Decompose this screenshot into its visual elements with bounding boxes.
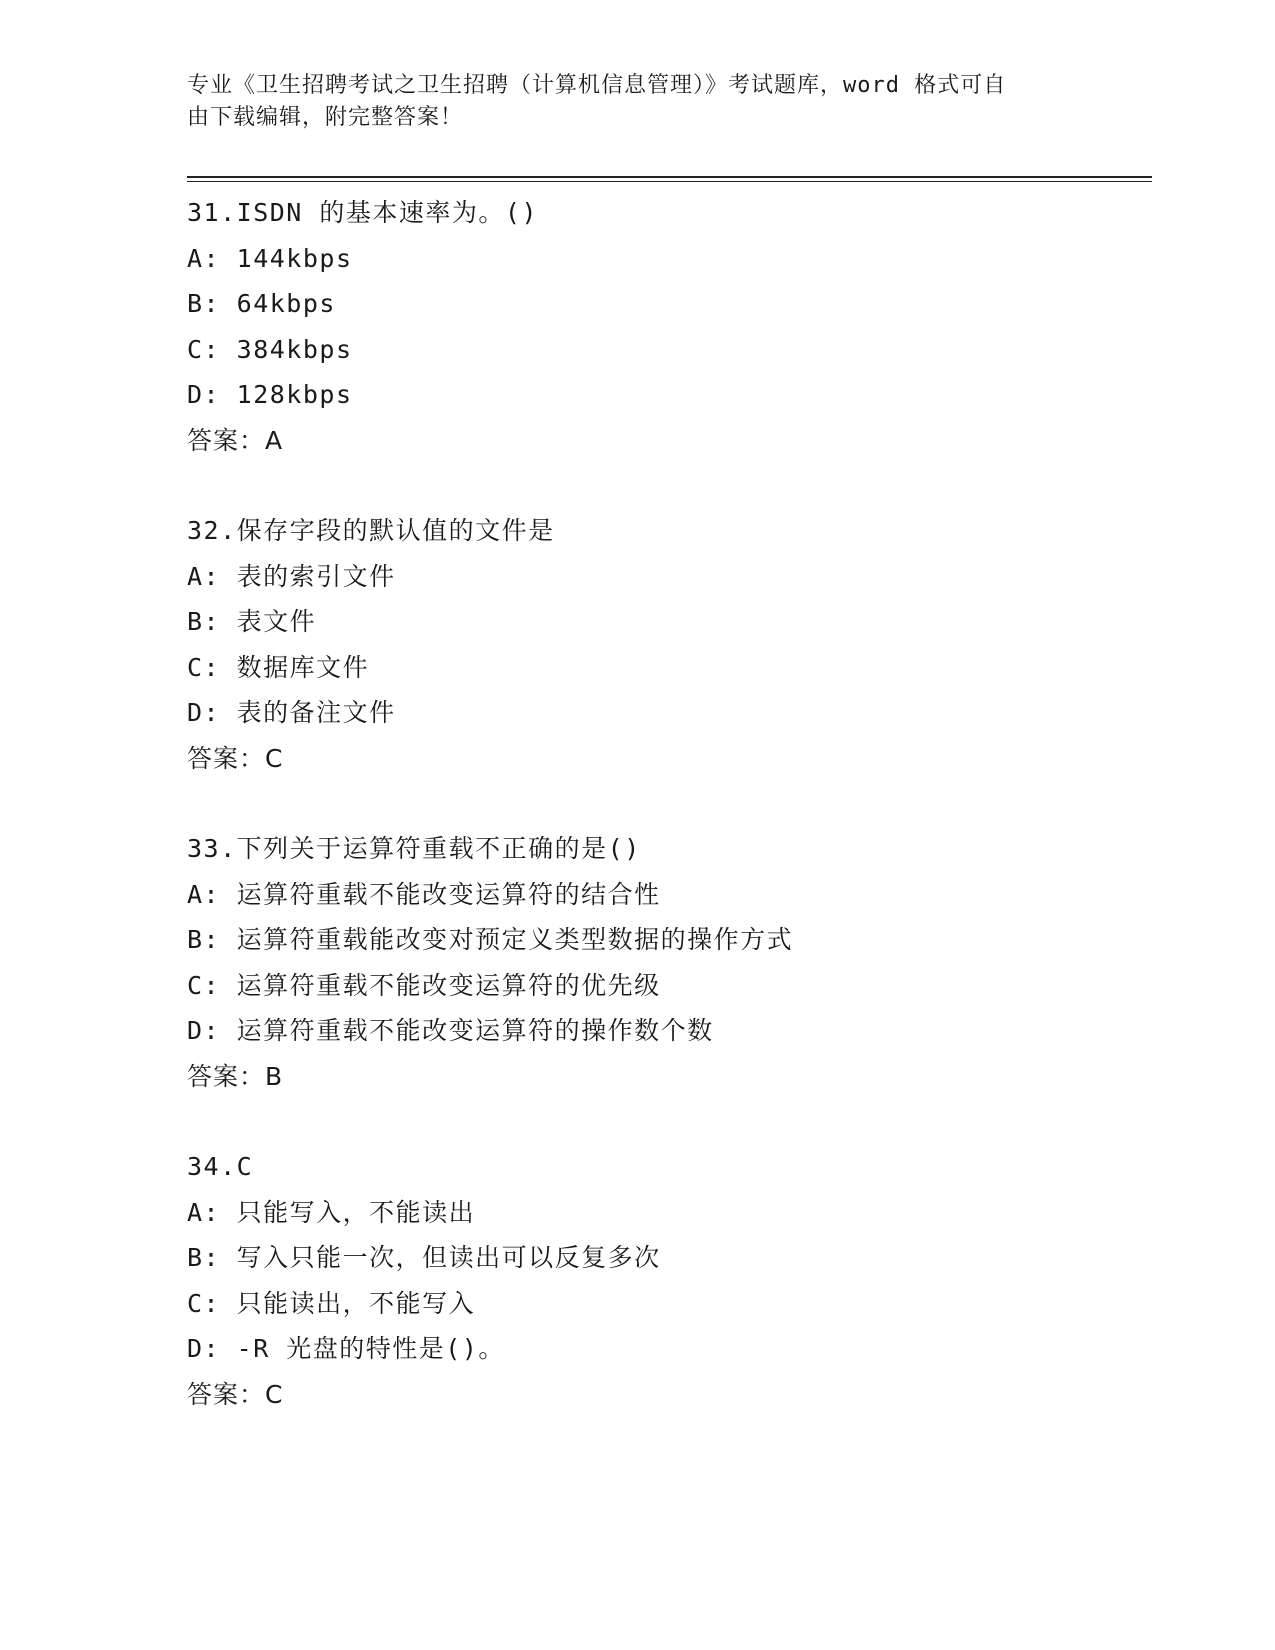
option-c: C: 数据库文件	[187, 652, 370, 682]
answer-line: 答案：A	[187, 425, 284, 455]
question-stem: 34.C	[187, 1152, 254, 1181]
answer-line: 答案：B	[187, 1061, 284, 1091]
option-a: A: 表的索引文件	[187, 561, 396, 591]
option-a: A: 运算符重载不能改变运算符的结合性	[187, 879, 661, 909]
option-d: D: 表的备注文件	[187, 698, 396, 727]
question-33	[187, 826, 1152, 1099]
header-line-2: 由下载编辑，附完整答案！	[187, 105, 464, 130]
question-34	[187, 1144, 1152, 1417]
answer-line: 答案：C	[187, 743, 284, 773]
option-c: C: 运算符重载不能改变运算符的优先级	[187, 970, 661, 1000]
option-d: D: 128kbps	[187, 380, 353, 409]
header-divider-thin	[187, 181, 1152, 182]
option-d: D: -R 光盘的特性是()。	[187, 1334, 505, 1363]
question-stem: 32.保存字段的默认值的文件是	[187, 516, 555, 545]
option-b: B: 表文件	[187, 607, 317, 636]
option-d: D: 运算符重载不能改变运算符的操作数个数	[187, 1016, 714, 1045]
question-stem: 33.下列关于运算符重载不正确的是()	[187, 834, 641, 863]
header-divider-thick	[187, 176, 1152, 178]
option-c: C: 384kbps	[187, 334, 353, 364]
option-c: C: 只能读出，不能写入	[187, 1288, 476, 1318]
option-b: B: 写入只能一次，但读出可以反复多次	[187, 1243, 661, 1272]
answer-line: 答案：C	[187, 1379, 284, 1409]
question-32	[187, 508, 1152, 781]
question-stem: 31.ISDN 的基本速率为。()	[187, 198, 539, 227]
document-header	[187, 70, 1067, 134]
option-b: B: 64kbps	[187, 289, 336, 318]
question-list	[187, 190, 1152, 1462]
question-31	[187, 190, 1152, 463]
option-b: B: 运算符重载能改变对预定义类型数据的操作方式	[187, 925, 794, 954]
option-a: A: 只能写入，不能读出	[187, 1197, 476, 1227]
header-line-1: 专业《卫生招聘考试之卫生招聘（计算机信息管理）》考试题库，word 格式可自	[187, 73, 1007, 98]
option-a: A: 144kbps	[187, 243, 353, 273]
